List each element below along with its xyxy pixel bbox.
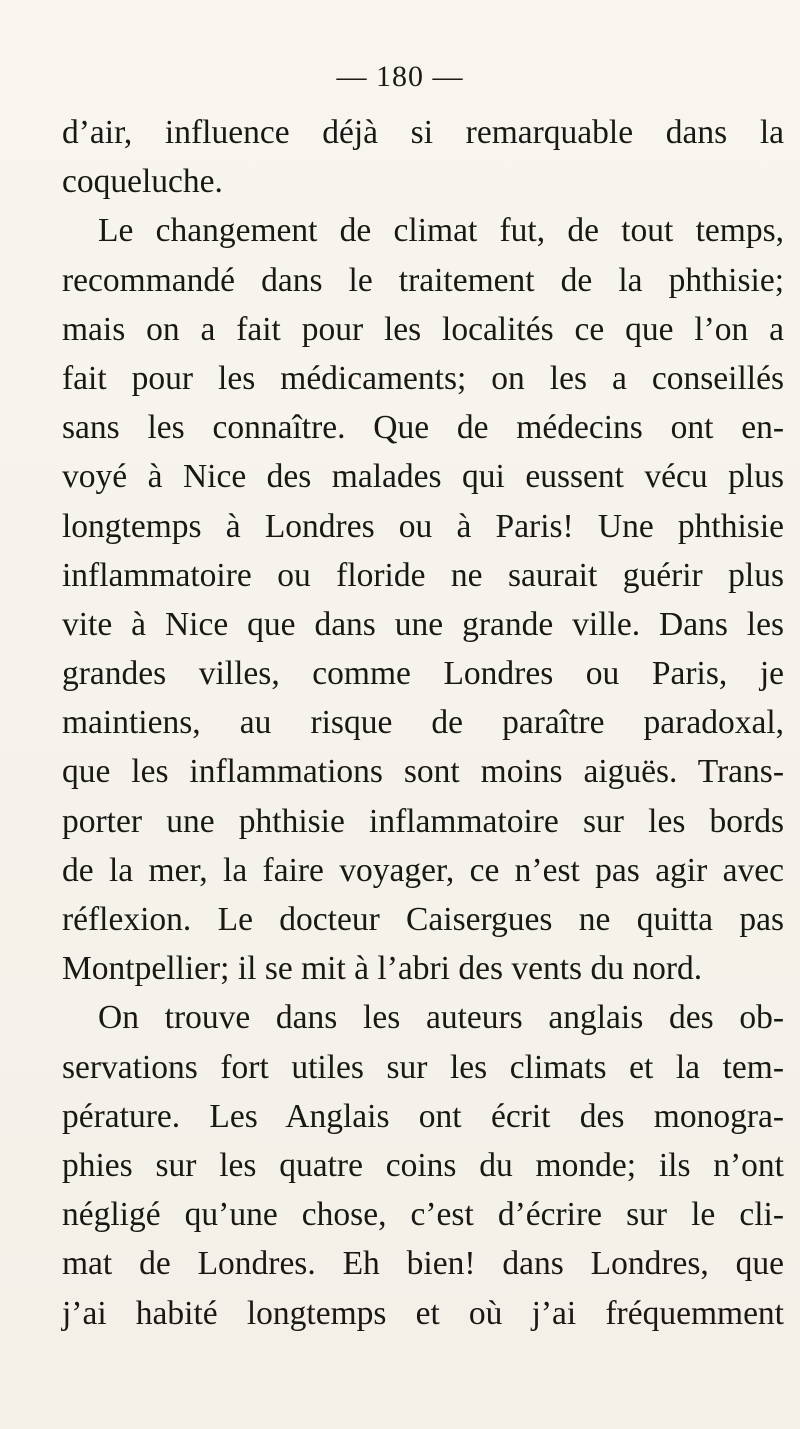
text-line: fait pour les médicaments; on les a conseillés: [62, 359, 784, 397]
text-line: grandes villes, comme Londres ou Paris, je: [62, 655, 784, 693]
text-line: coqueluche.: [62, 163, 223, 201]
text-line: maintiens, au risque de paraître paradoxal,: [62, 704, 784, 742]
text-line: sans les connaître. Que de médecins ont en-: [62, 409, 784, 447]
text-line: On trouve dans les auteurs anglais des ob-: [98, 999, 784, 1037]
text-line: d’air, influence déjà si remarquable dans la: [62, 114, 784, 151]
text-line: mais on a fait pour les localités ce que l’on a: [62, 310, 784, 348]
text-line: que les inflammations sont moins aiguës. Trans-: [62, 753, 784, 791]
text-line: vite à Nice que dans une grande ville. Dans les: [62, 605, 784, 643]
text-line: porter une phthisie inflammatoire sur les bords: [62, 802, 784, 840]
body-text: [62, 108, 784, 1338]
text-line: servations fort utiles sur les climats et la tem-: [62, 1048, 784, 1086]
text-line: j’ai habité longtemps et où j’ai fréquemment: [62, 1294, 784, 1332]
text-line: Montpellier; il se mit à l’abri des vents du nord.: [62, 950, 703, 988]
text-line: inflammatoire ou floride ne saurait guérir plus: [62, 556, 784, 594]
text-line: recommandé dans le traitement de la phthisie;: [62, 261, 784, 299]
text-line: Le changement de climat fut, de tout temps,: [98, 212, 784, 250]
text-line: longtemps à Londres ou à Paris! Une phthisie: [62, 507, 784, 545]
text-line: de la mer, la faire voyager, ce n’est pas agir avec: [62, 851, 784, 889]
text-line: voyé à Nice des malades qui eussent vécu plus: [62, 458, 784, 496]
text-line: négligé qu’une chose, c’est d’écrire sur le cli-: [62, 1196, 784, 1234]
text-line: réflexion. Le docteur Caisergues ne quitta pas: [62, 901, 784, 938]
page-number: — 180 —: [336, 60, 464, 93]
text-line: mat de Londres. Eh bien! dans Londres, que: [62, 1245, 784, 1283]
text-line: pérature. Les Anglais ont écrit des monogra-: [62, 1097, 784, 1135]
text-line: phies sur les quatre coins du monde; ils n’ont: [62, 1146, 784, 1184]
